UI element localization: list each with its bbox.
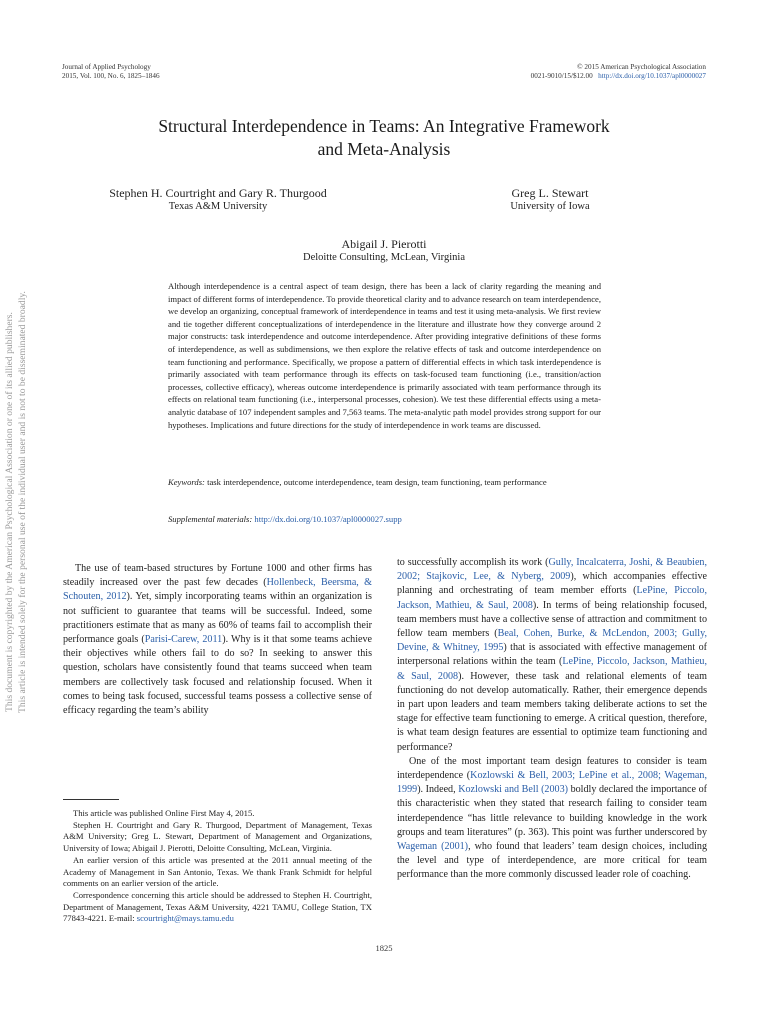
title-line-2: and Meta-Analysis [317, 139, 451, 159]
copyright-line: © 2015 American Psychological Association [577, 63, 706, 71]
copyright-block [531, 63, 706, 81]
text-run: ), which accompanies effective planning and orchestrating of team member efforts ( [397, 571, 707, 597]
page-number: 1825 [375, 943, 393, 953]
text-run: ). Yet, simply incorporating teams within an organization is not sufficient to guarantee that teams will be successful. Indeed, some practitioners estimate that as many as 60% of teams fail to accomplish their performance goals ( [63, 591, 372, 646]
text-run: ). In terms of being relationship focused, team members must have a collective sense of attraction and commitment to fellow team members ( [397, 599, 707, 640]
footnote-acknowledgment: An earlier version of this article was presented at the 2011 annual meeting of the Academy of Management in San Antonio, Texas. We thank Frank Schmidt for helpful comments on an earlier version of the article. [63, 854, 372, 889]
text-run: to successfully accomplish its work ( [397, 557, 549, 568]
text-run: boldly declared the importance of this characteristic when they stated that research failing to consider team interdependence “has little relevance to building knowledge in the work groups and team literatures” (p. 363). This point was further underscored by [397, 784, 707, 838]
supplemental-label: Supplemental materials: [168, 514, 253, 524]
footnote-affiliations: Stephen H. Courtright and Gary R. Thurgood, Department of Management, Texas A&M University; Greg L. Stewart, Department of Management and Organizations, University of Iowa; Abigail J. Pierotti, Deloitte Consulting, McLean, Virginia. [63, 819, 372, 854]
citation-link[interactable]: Beal, Cohen, Burke, & McLendon, 2003; Gully, Devine, & Whitney, 1995 [397, 628, 707, 654]
copyright-side-notice: This document is copyrighted by the American Psychological Association or one of its allied publishers. [4, 312, 15, 712]
citation-link[interactable]: LePine, Piccolo, Jackson, Mathieu, & Saul, 2008 [397, 656, 707, 682]
supplemental-link[interactable]: http://dx.doi.org/10.1037/apl0000027.supp [254, 514, 402, 524]
author-block-3 [234, 238, 534, 264]
author-affiliation: Deloitte Consulting, McLean, Virginia [302, 252, 465, 263]
abstract: Although interdependence is a central aspect of team design, there has been a lack of clarity regarding the meaning and impact of different forms of interdependence. To provide theoretical clarity and to advance research on team interdependence, we develop an organizing, conceptual framework of interdependence in teams and test it using meta-analysis. We first review and tie together different conceptualizations of interdependence in the literature and illustrate how they converge around 2 major constructs: task interdependence and outcome interdependence. After providing integrative definitions of these forms of interdependence, as well as subdimensions, we then explore the relative effects of task and outcome interdependence on team functioning and performance. Specifically, we propose a pattern of differential effects in which task interdependence is primarily associated with team performance through its effects on task-focused team functioning (i.e., transition/action processes, collective efficacy), whereas outcome interdependence is primarily associated with team performance through its effects on relational team functioning (i.e., interpersonal processes, cohesion). We test these differential effects using a meta-analytic database of 107 independent samples and 7,563 teams. The meta-analytic path model provides strong support for our hypotheses. Implications and future directions for the study of interdependence in work teams are discussed. [168, 281, 601, 430]
citation-link[interactable]: Wageman (2001) [397, 841, 469, 853]
citation-link[interactable]: LePine, Piccolo, Jackson, Mathieu, & Saul, 2008 [397, 585, 708, 611]
citation-link[interactable]: Parisi-Carew, 2011 [144, 634, 223, 646]
text-run: ) that is associated with effective management of interpersonal relations within the team ( [397, 642, 707, 668]
usage-side-notice: This article is intended solely for the personal use of the individual user and is not to be disseminated broadly. [17, 291, 28, 713]
keywords-text: task interdependence, outcome interdependence, team design, team functioning, team performance [207, 477, 547, 487]
issn: 0021-9010/15/$12.00 [530, 72, 593, 80]
text-run: ). However, these task and relational elements of team functioning do not develop automatically. Rather, their emergence depends in part upon leaders and team members taking deliberate actions to set the stage for effective team functioning to emerge. A critical question, therefore, is what team design features are essential to optimize team functioning and performance? [397, 670, 707, 753]
email-link[interactable]: scourtright@mays.tamu.edu [136, 913, 234, 924]
journal-name: Journal of Applied Psychology [62, 63, 151, 71]
citation-link[interactable]: Hollenbeck, Beersma, & Schouten, 2012 [63, 577, 372, 603]
journal-citation [62, 63, 160, 81]
text-run: ). Indeed, [417, 784, 459, 796]
citation-link[interactable]: Kozlowski & Bell, 2003; LePine et al., 2008; Wageman, 1999 [397, 770, 707, 796]
text-run: ). Why is it that some teams achieve their objectives while others fail to do so? In seeking to answer this question, scholars have consistently found that teams succeed when team members are collectively task focused and relationship focused. When it comes to being task focused, successful teams possess a collective sense of efficacy regarding the team’s ability [63, 634, 372, 717]
text-run: , who found that leaders’ team design choices, including the level and type of interdependence, are more critical for team performance than the more commonly discussed leader role of coaching. [397, 841, 708, 881]
citation-link[interactable]: Kozlowski and Bell (2003) [458, 784, 568, 796]
text-run: One of the most important team design features to consider is team interdependence ( [397, 755, 707, 782]
title-line-1: Structural Interdependence in Teams: An Integrative Framework [158, 116, 610, 136]
paragraph [397, 556, 707, 755]
author-name: Abigail J. Pierotti [341, 237, 427, 251]
paragraph [63, 562, 372, 718]
keywords [168, 476, 601, 489]
keywords-label: Keywords: [168, 477, 205, 487]
author-affiliation: University of Iowa [510, 201, 590, 212]
citation-link[interactable]: Gully, Incalcaterra, Joshi, & Beaubien, 2002; Stajkovic, Lee, & Nyberg, 2009 [397, 557, 707, 583]
journal-volume: 2015, Vol. 100, No. 6, 1825–1846 [62, 72, 160, 80]
footnote-published: This article was published Online First May 4, 2015. [73, 808, 255, 818]
text-run: The use of team-based structures by Fortune 1000 and other firms has steadily increased over the past few decades ( [63, 563, 372, 589]
author-block-1 [88, 187, 348, 213]
body-column-right [397, 556, 707, 883]
author-block-2 [470, 187, 630, 213]
author-name: Stephen H. Courtright and Gary R. Thurgood [109, 186, 327, 200]
author-affiliation: Texas A&M University [168, 201, 268, 212]
footnote-correspondence [63, 890, 372, 925]
doi-link[interactable]: http://dx.doi.org/10.1037/apl0000027 [598, 72, 706, 80]
paragraph [397, 755, 707, 883]
footnote-divider [63, 799, 119, 800]
footnotes [63, 808, 372, 925]
body-column-left [63, 562, 372, 718]
article-title [0, 115, 768, 161]
text-run: Correspondence concerning this article should be addressed to Stephen H. Courtright, Department of Management, Texas A&M University, 4221 TAMU, College Station, TX 77843-4221. E-mail: [63, 889, 372, 924]
author-name: Greg L. Stewart [511, 186, 589, 200]
issn-doi-line [531, 72, 706, 81]
supplemental-materials [168, 513, 601, 525]
